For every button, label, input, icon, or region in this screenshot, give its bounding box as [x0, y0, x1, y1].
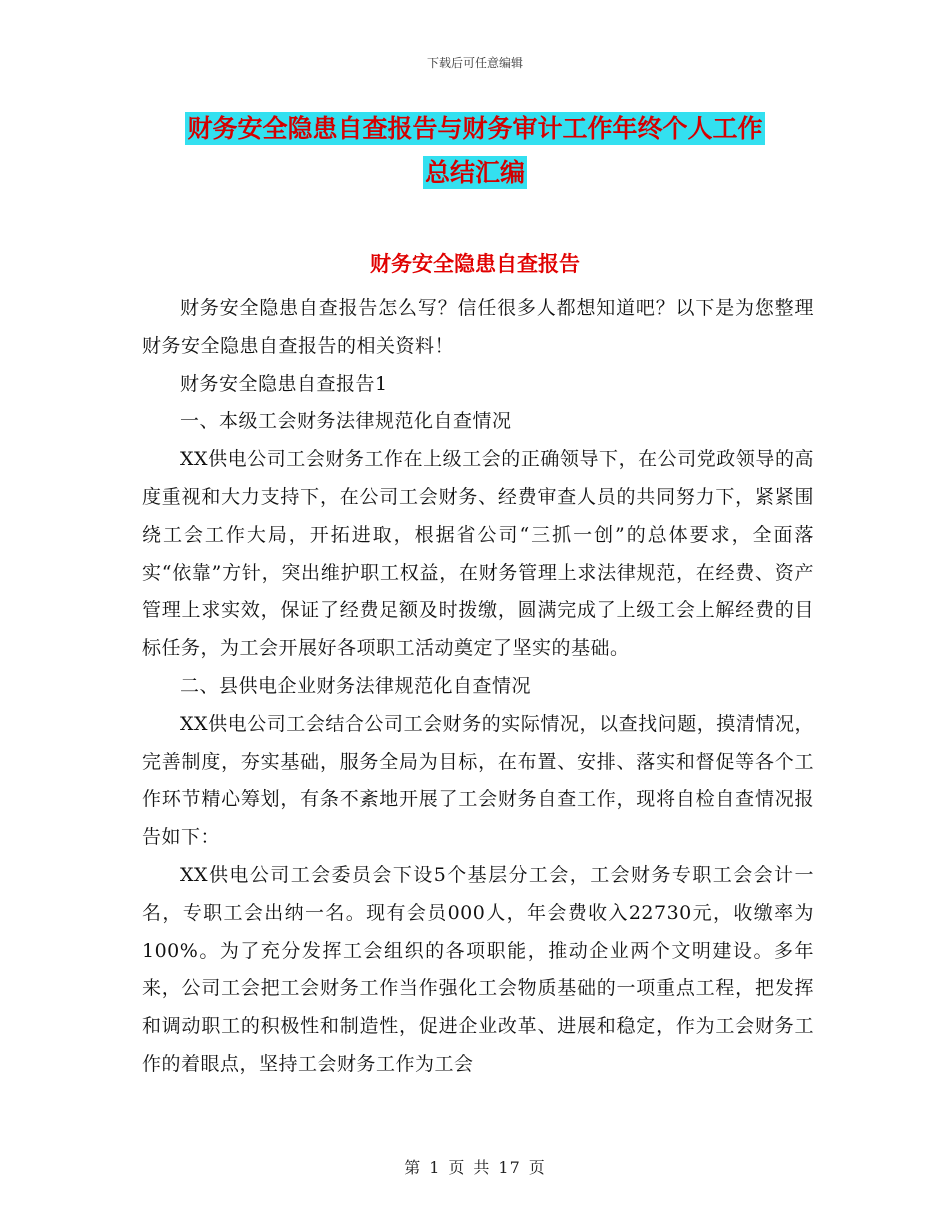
document-body	[142, 290, 814, 1084]
header-note: 下载后可任意编辑	[426, 56, 523, 70]
paragraph-body-2: XX供电公司工会结合公司工会财务的实际情况，以查找问题，摸清情况，完善制度，夯实基础，服务全局为目标，在布置、安排、落实和督促等各个工作环节精心筹划，有条不紊地开展了工会财务自查工作，现将自检自查情况报告如下：	[142, 712, 814, 849]
paragraph-heading-2: 二、县供电企业财务法律规范化自查情况	[180, 674, 532, 697]
paragraph-report-heading: 财务安全隐患自查报告1	[180, 372, 388, 395]
paragraph-body-3: XX供电公司工会委员会下设5个基层分工会，工会财务专职工会会计一名，专职工会出纳一名。现有会员000人，年会费收入22730元，收缴率为100%。为了充分发挥工会组织的各项职能，推动企业两个文明建设。多年来，公司工会把工会财务工作当作强化工会物质基础的一项重点工程，把发挥和调动职工的积极性和制造性，促进企业改革、进展和稳定，作为工会财务工作的着眼点，坚持工会财务工作为工会	[142, 863, 814, 1075]
document-title-line2	[0, 158, 950, 188]
paragraph-intro: 财务安全隐患自查报告怎么写？信任很多人都想知道吧？以下是为您整理财务安全隐患自查报告的相关资料！	[142, 297, 814, 357]
footer-total-pages: 17	[498, 1158, 521, 1177]
footer-total-label: 共	[473, 1158, 491, 1177]
footer-page-unit: 页	[448, 1158, 466, 1177]
footer-total-unit: 页	[528, 1158, 546, 1177]
footer-page-number: 1	[429, 1158, 441, 1177]
paragraph-body-1: XX供电公司工会财务工作在上级工会的正确领导下，在公司党政领导的高度重视和大力支持下，在公司工会财务、经费审查人员的共同努力下，紧紧围绕工会工作大局，开拓进取，根据省公司“三抓一创”的总体要求，全面落实“依靠”方针，突出维护职工权益，在财务管理上求法律规范，在经费、资产管理上求实效，保证了经费足额及时拨缴，圆满完成了上级工会上解经费的目标任务，为工会开展好各项职工活动奠定了坚实的基础。	[142, 448, 814, 660]
title-highlight-1: 财务安全隐患自查报告与财务审计工作年终个人工作	[187, 114, 763, 143]
footer-page-label: 第	[404, 1158, 422, 1177]
document-title-line1	[0, 114, 950, 144]
section-title: 财务安全隐患自查报告	[370, 252, 580, 276]
paragraph-heading-1: 一、本级工会财务法律规范化自查情况	[180, 410, 512, 433]
page-footer	[0, 1155, 950, 1178]
title-highlight-2: 总结汇编	[424, 158, 525, 187]
